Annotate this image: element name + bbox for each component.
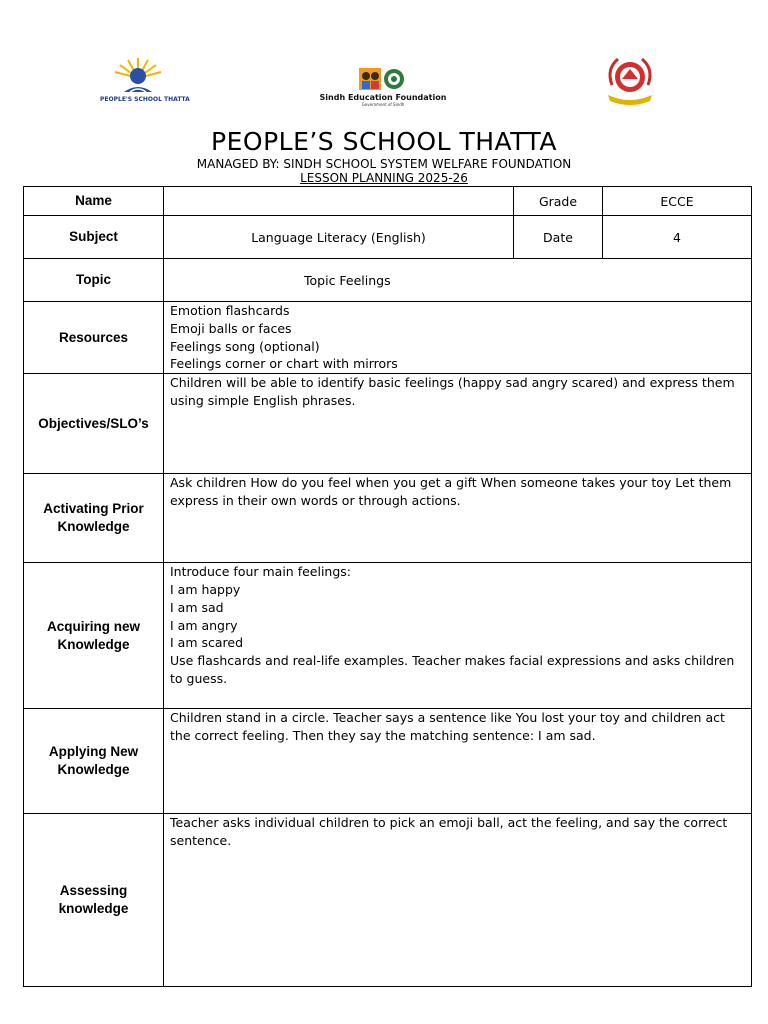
subject-value: Language Literacy (English) bbox=[164, 216, 514, 259]
date-value: 4 bbox=[603, 216, 752, 259]
acquiring-line: Use flashcards and real-life examples. Teacher makes facial expressions and asks children to guess. bbox=[170, 653, 735, 686]
date-label: Date bbox=[514, 216, 603, 259]
peoples-school-logo bbox=[100, 56, 190, 106]
subject-label: Subject bbox=[24, 216, 164, 259]
sindh-education-foundation-logo bbox=[318, 66, 448, 108]
sss-crest-logo bbox=[600, 55, 660, 107]
applying-text: Children stand in a circle. Teacher says a sentence like You lost your toy and children act the correct feeling. Then they say the matching sentence: I am sad. bbox=[164, 709, 752, 814]
grade-value: ECCE bbox=[603, 187, 752, 216]
left-logo-caption: PEOPLE'S SCHOOL THATTA bbox=[100, 96, 190, 103]
lesson-planning-label: LESSON PLANNING 2025-26 bbox=[300, 171, 468, 185]
resource-item: Emotion flashcards bbox=[170, 303, 290, 318]
resource-item: Feelings song (optional) bbox=[170, 338, 320, 354]
objectives-text: Children will be able to identify basic feelings (happy sad angry scared) and express them using simple English phrases. bbox=[164, 374, 752, 474]
assessing-row bbox=[24, 814, 752, 987]
applying-row bbox=[24, 709, 752, 814]
name-label: Name bbox=[24, 187, 164, 216]
acquiring-line: I am happy bbox=[170, 581, 241, 597]
lesson-planning-line bbox=[0, 171, 768, 185]
middle-logo-subcaption: Government of Sindh bbox=[361, 102, 405, 107]
assessing-text: Teacher asks individual children to pick an emoji ball, act the feeling, and say the correct sentence. bbox=[164, 814, 752, 987]
lesson-plan-table bbox=[23, 186, 752, 987]
name-row bbox=[24, 187, 752, 216]
resource-item: Emoji balls or faces bbox=[170, 320, 292, 336]
school-title: PEOPLE’S SCHOOL THATTA bbox=[211, 127, 557, 156]
assessing-label: Assessing knowledge bbox=[24, 814, 164, 987]
topic-value: Topic Feelings bbox=[164, 259, 752, 302]
middle-logo-caption: Sindh Education Foundation bbox=[319, 93, 447, 102]
activating-row bbox=[24, 474, 752, 563]
acquiring-label: Acquiring new Knowledge bbox=[24, 563, 164, 709]
acquiring-line: I am sad bbox=[170, 599, 224, 615]
resources-label: Resources bbox=[24, 302, 164, 374]
objectives-row bbox=[24, 374, 752, 474]
resources-list bbox=[164, 302, 752, 374]
acquiring-list bbox=[164, 563, 752, 709]
topic-label: Topic bbox=[24, 259, 164, 302]
acquiring-line: Introduce four main feelings: bbox=[170, 564, 352, 580]
managed-by-line: MANAGED BY: SINDH SCHOOL SYSTEM WELFARE FOUNDATION bbox=[196, 157, 572, 171]
subject-row bbox=[24, 216, 752, 259]
grade-label: Grade bbox=[514, 187, 603, 216]
acquiring-line: I am angry bbox=[170, 617, 238, 633]
activating-label: Activating Prior Knowledge bbox=[24, 474, 164, 563]
acquiring-row bbox=[24, 563, 752, 709]
resource-item: Feelings corner or chart with mirrors bbox=[170, 356, 398, 372]
topic-row bbox=[24, 259, 752, 302]
activating-text: Ask children How do you feel when you get a gift When someone takes your toy Let them express in their own words or through actions. bbox=[164, 474, 752, 563]
objectives-label: Objectives/SLO’s bbox=[24, 374, 164, 474]
acquiring-line: I am scared bbox=[170, 635, 244, 651]
name-value bbox=[164, 187, 514, 216]
applying-label: Applying New Knowledge bbox=[24, 709, 164, 814]
resources-row bbox=[24, 302, 752, 374]
